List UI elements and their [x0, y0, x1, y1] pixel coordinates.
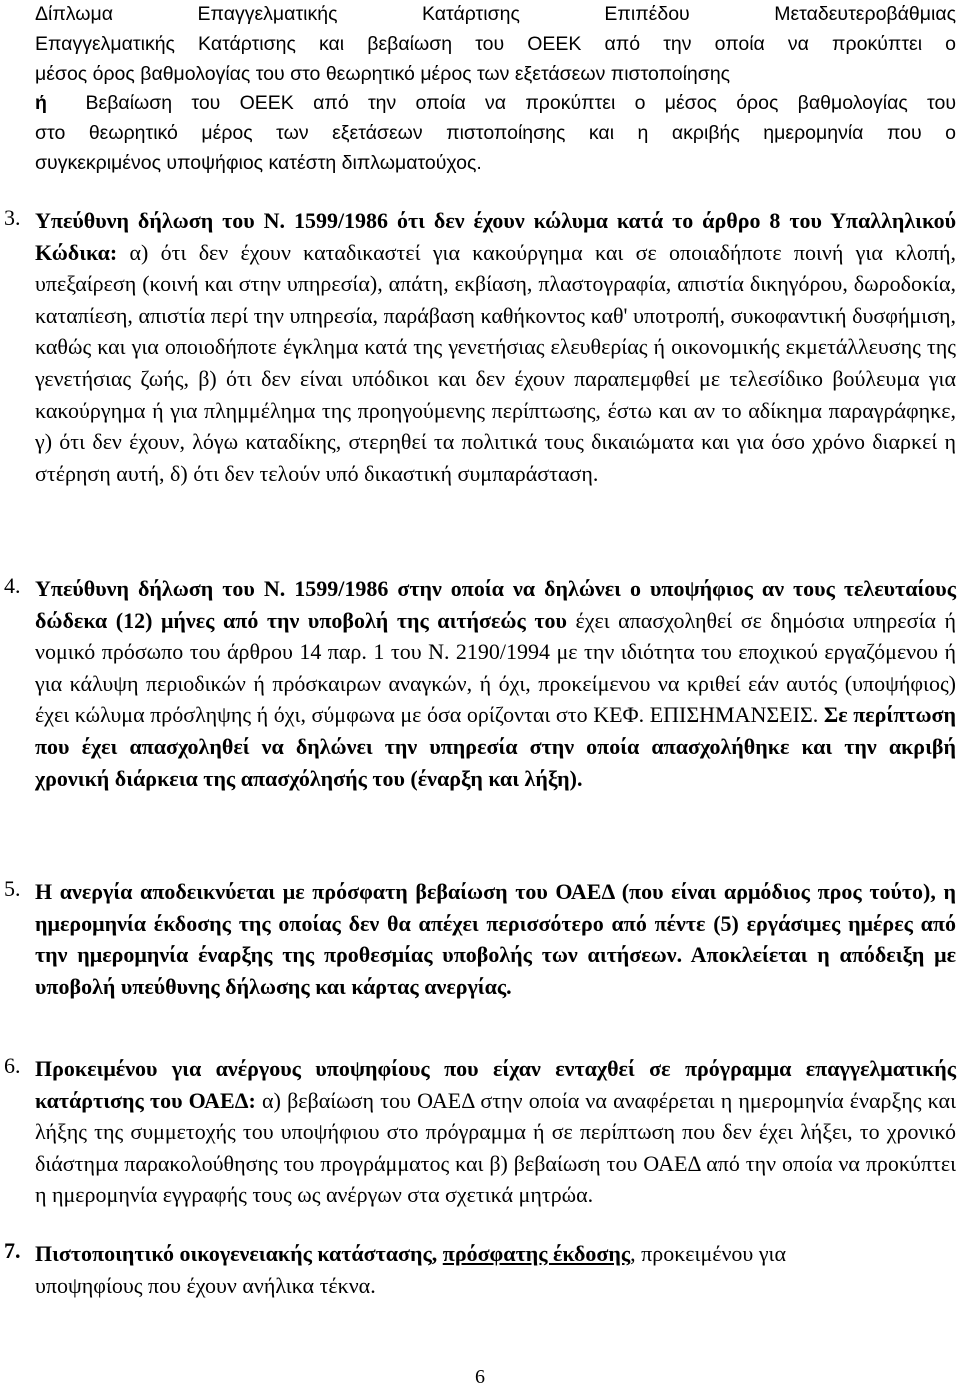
item-4-heading: Υπεύθυνη δήλωση του Ν. 1599/1986 στην οποία να δηλώνει ο υποψήφιος αν τους τελευταίους δώδεκα (12) μήνες από την υποβολή της αιτήσεώς του [35, 576, 956, 633]
item-4-paragraph [35, 573, 956, 794]
item-4-number: 4. [4, 573, 21, 598]
intro-line-4 [35, 89, 956, 119]
item-5-paragraph [35, 876, 956, 1002]
intro-line-2: Επαγγελματικής Κατάρτισης και βεβαίωση του ΟΕΕΚ από την οποία να προκύπτει ο [35, 32, 956, 55]
intro-or: ή [35, 92, 47, 115]
item-7-line-2: υποψηφίους που έχουν ανήλικα τέκνα. [35, 1272, 376, 1298]
item-4-note: Σε περίπτωση που έχει απασχοληθεί να δηλώνει την υπηρεσία στην οποία απασχολήθηκε και την ακριβή χρονική διάρκεια της απασχόλησής του (έναρξη και λήξη). [35, 702, 956, 791]
item-6-number: 6. [4, 1053, 21, 1078]
item-7-text: , προκειμένου για [630, 1241, 786, 1266]
page-number: 6 [475, 1366, 485, 1388]
item-3-heading: Υπεύθυνη δήλωση του Ν. 1599/1986 ότι δεν έχουν κώλυμα κατά το άρθρο 8 του Υπαλληλικού Κώδικα: [35, 208, 956, 265]
intro-paragraph [35, 0, 956, 179]
intro-line-4-text: Βεβαίωση του ΟΕΕΚ από την οποία να προκύπτει ο μέσος όρος βαθμολογίας του [85, 92, 956, 115]
intro-line-1: Δίπλωμα Επαγγελματικής Κατάρτισης Επιπέδου Μεταδευτεροβάθμιας [35, 3, 956, 25]
item-5-text: Η ανεργία αποδεικνύεται με πρόσφατη βεβαίωση του ΟΑΕΔ (που είναι αρμόδιος προς τούτο), η ημερομηνία έκδοσης της οποίας δεν θα απέχει περισσότερο από πέντε (5) εργάσιμες ημέρες από την ημερομηνία έναρξης της προθεσμίας υποβολής των αιτήσεων. Αποκλείεται η απόδειξη με υποβολή υπεύθυνης δήλωσης και κάρτας ανεργίας. [35, 879, 956, 999]
item-7-underlined: πρόσφατης έκδοσης [442, 1241, 631, 1266]
intro-line-6: συγκεκριμένος υποψήφιος κατέστη διπλωματούχος. [35, 151, 482, 174]
item-6-heading: Προκειμένου για ανέργους υποψηφίους που είχαν ενταχθεί σε πρόγραμμα επαγγελματικής κατάρτισης του ΟΑΕΔ: [35, 1056, 956, 1113]
item-3-text: α) ότι δεν έχουν καταδικαστεί για κακούργημα και σε οποιαδήποτε ποινή για κλοπή, υπεξαίρεση (κοινή και στην υπηρεσία), απάτη, εκβίαση, πλαστογραφία, απιστία δικηγόρου, δωροδοκία, καταπίεση, απιστία περί την υπηρεσία, παράβαση καθήκοντος καθ' υποτροπή, συκοφαντική δυσφήμιση, καθώς και για οποιοδήποτε έγκλημα κατά της γενετήσιας ελευθερίας ή οικονομικής εκμετάλλευσης της γενετήσιας ζωής, β) ότι δεν είναι υπόδικοι και δεν έχουν παραπεμφθεί με τελεσίδικο βούλευμα για κακούργημα ή για πλημμέλημα της προηγούμενης περίπτωσης, έστω και αν το αδίκημα παραγράφηκε, γ) ότι δεν έχουν, λόγω καταδίκης, στερηθεί τα πολιτικά τους δικαιώματα και για όσο χρόνο διαρκεί η στέρηση αυτή, δ) ότι δεν τελούν υπό δικαστική συμπαράσταση. [35, 239, 956, 486]
item-7-paragraph [35, 1238, 956, 1301]
intro-line-5: στο θεωρητικό μέρος των εξετάσεων πιστοποίησης και η ακριβής ημερομηνία που ο [35, 122, 956, 145]
item-7-heading: Πιστοποιητικό οικογενειακής κατάστασης, [35, 1241, 438, 1266]
item-5-number: 5. [4, 876, 21, 901]
item-6-text: α) βεβαίωση του ΟΑΕΔ στην οποία να αναφέρεται η ημερομηνία έναρξης και λήξης της συμμετοχής του υποψήφιου στο πρόγραμμα ή σε περίπτωση που δεν έχει λήξει, το χρονικό διάστημα παρακολούθησης του προγράμματος και β) βεβαίωση του ΟΑΕΔ από την οποία να προκύπτει η ημερομηνία εγγραφής τους ως ανέργων στα σχετικά μητρώα. [35, 1087, 957, 1208]
item-4-text: έχει απασχοληθεί σε δημόσια υπηρεσία ή νομικό πρόσωπο του άρθρου 14 παρ. 1 του Ν. 2190/1994 με την ιδιότητα του εποχικού εργαζόμενου ή για κάλυψη περιοδικών ή πρόσκαιρων αναγκών, ή όχι, προκείμενου να κριθεί εάν αυτός (υποψήφιος) έχει κώλυμα πρόσληψης ή όχι, σύμφωνα με όσα ορίζονται στο ΚΕΦ. ΕΠΙΣΗΜΑΝΣΕΙΣ. [35, 607, 956, 728]
item-6-paragraph [35, 1053, 956, 1211]
item-3-number: 3. [4, 205, 21, 230]
item-7-number: 7. [4, 1238, 21, 1263]
item-3-paragraph [35, 205, 956, 489]
intro-line-3: μέσος όρος βαθμολογίας του στο θεωρητικό μέρος των εξετάσεων πιστοποίησης [35, 62, 731, 85]
